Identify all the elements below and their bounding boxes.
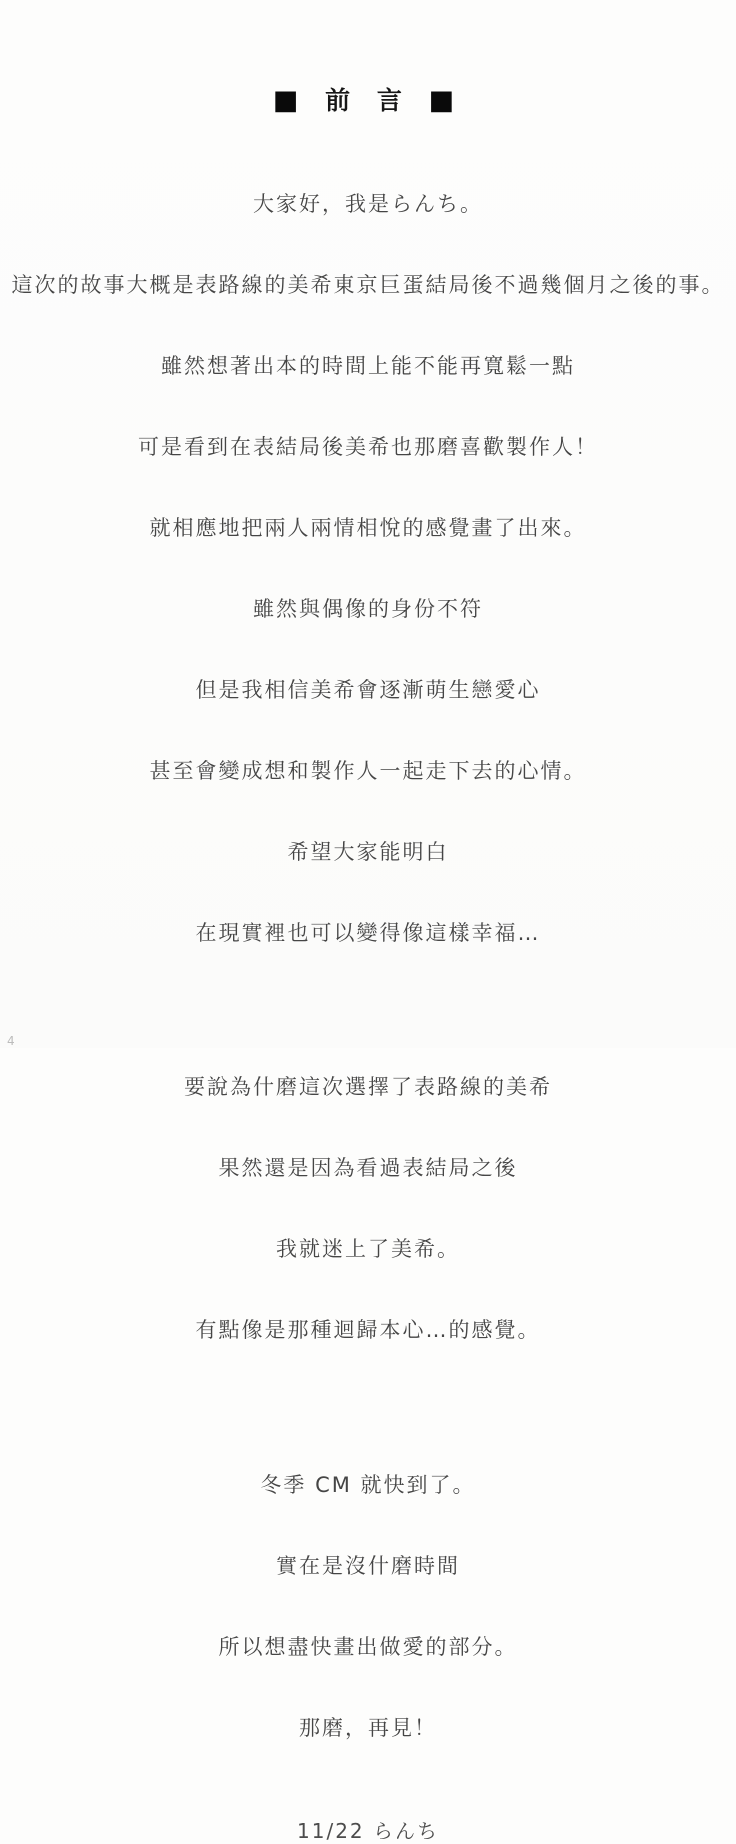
paragraph-intro bbox=[0, 116, 736, 1001]
black-square-icon: ■ bbox=[428, 85, 464, 116]
text-line: 就相應地把兩人兩情相悅的感覺畫了出來。 bbox=[149, 516, 587, 540]
author-signature: 11/22 らんち bbox=[297, 1819, 439, 1843]
text-line: 那磨，再見！ bbox=[299, 1716, 437, 1740]
text-line: 這次的故事大概是表路線的美希東京巨蛋結局後不過幾個月之後的事。 bbox=[11, 273, 725, 297]
paragraph-reason bbox=[0, 1001, 736, 1398]
text-line: 大家好，我是らんち。 bbox=[253, 192, 483, 216]
text-line: 雖然與偶像的身份不符 bbox=[253, 597, 483, 621]
page-number: 4 bbox=[7, 1034, 15, 1048]
text-line: 雖然想著出本的時間上能不能再寬鬆一點 bbox=[161, 354, 575, 378]
text-line: 所以想盡快畫出做愛的部分。 bbox=[218, 1635, 518, 1659]
page-title bbox=[0, 0, 736, 116]
paragraph-closing bbox=[0, 1398, 736, 1796]
text-line: 甚至會變成想和製作人一起走下去的心情。 bbox=[149, 759, 587, 783]
text-line: 冬季 CM 就快到了。 bbox=[260, 1473, 476, 1497]
text-line: 實在是沒什磨時間 bbox=[276, 1554, 460, 1578]
text-line: 希望大家能明白 bbox=[287, 840, 449, 864]
text-line: 可是看到在表結局後美希也那磨喜歡製作人！ bbox=[138, 435, 598, 459]
black-square-icon: ■ bbox=[272, 85, 308, 116]
text-line: 在現實裡也可以變得像這樣幸福… bbox=[195, 921, 541, 945]
text-line: 我就迷上了美希。 bbox=[276, 1237, 460, 1261]
text-line: 有點像是那種迴歸本心…的感覺。 bbox=[195, 1318, 541, 1342]
text-line: 但是我相信美希會逐漸萌生戀愛心 bbox=[195, 678, 541, 702]
text-line: 要說為什磨這次選擇了表路線的美希 bbox=[184, 1075, 552, 1099]
page-title-text: 前 言 bbox=[307, 86, 429, 115]
text-line: 果然還是因為看過表結局之後 bbox=[218, 1156, 518, 1180]
